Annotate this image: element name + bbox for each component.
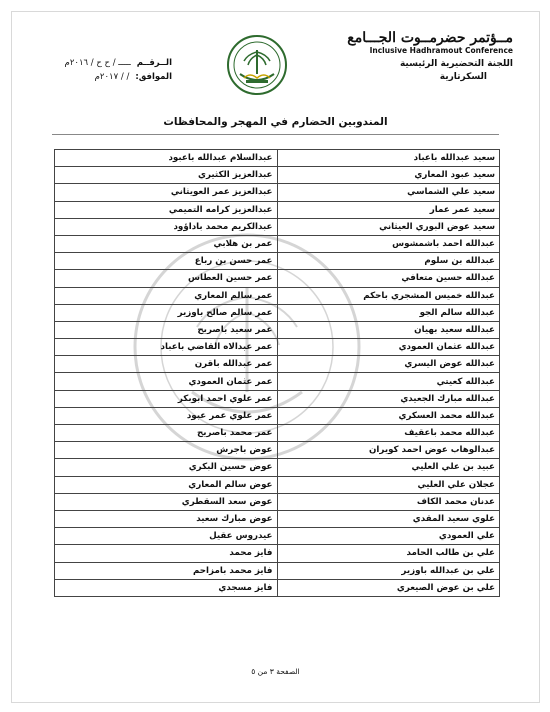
page-number: الصفحة ٣ من ٥ — [251, 667, 300, 676]
delegate-name-right: علي بن عوض الصيعري — [277, 579, 500, 596]
delegate-name-right: عبدالله كعيتي — [277, 373, 500, 390]
delegate-name-left: عمر علوي عمر عبود — [55, 407, 278, 424]
delegate-name-left: عمر حسن بن رباع — [55, 253, 278, 270]
table-row — [55, 459, 500, 476]
table-row — [55, 304, 500, 321]
delegate-name-right: عبدالله سالم الجو — [277, 304, 500, 321]
delegate-name-left: عمر محمد باصريح — [55, 425, 278, 442]
delegate-name-right: علي بن طالب الحامد — [277, 545, 500, 562]
table-row — [55, 270, 500, 287]
delegate-name-right: عبدالله محمد العسكري — [277, 407, 500, 424]
table-row — [55, 442, 500, 459]
delegate-name-left: عيدروس عقيل — [55, 528, 278, 545]
delegate-name-right: عبدالله احمد باشمشوس — [277, 235, 500, 252]
document-title: المندوبين الحضارم في المهجر والمحافظات — [163, 116, 388, 128]
date-label: الموافق: — [135, 72, 172, 82]
table-row — [55, 476, 500, 493]
delegate-name-left: فايز محمد بامزاحم — [55, 562, 278, 579]
table-row — [55, 218, 500, 235]
delegate-name-right: علي بن عبدالله باوزير — [277, 562, 500, 579]
delegate-name-left: عوض سالم المعاري — [55, 476, 278, 493]
table-row — [55, 339, 500, 356]
document-page — [11, 11, 540, 703]
delegate-name-right: عجلان علي العليي — [277, 476, 500, 493]
delegate-name-left: عمر علوي احمد ابوبكر — [55, 390, 278, 407]
table-row — [55, 253, 500, 270]
table-row — [55, 562, 500, 579]
delegate-name-left: عمر حسين العطاس — [55, 270, 278, 287]
delegates-table — [54, 149, 500, 597]
delegate-name-right: سعيد عبدالله باعباد — [277, 150, 500, 167]
delegate-name-right: عدنان محمد الكاف — [277, 493, 500, 510]
delegate-name-right: سعيد علي الشماسي — [277, 184, 500, 201]
table-row — [55, 493, 500, 510]
table-row — [55, 150, 500, 167]
committee-name: اللجنة التحضيرية الرئيسية — [399, 59, 513, 69]
delegate-name-left: عبدالعزيز كرامه التميمي — [55, 201, 278, 218]
org-name-english: Inclusive Hadhramout Conference — [369, 46, 513, 55]
delegate-name-left: عوض سعد السقطري — [55, 493, 278, 510]
delegate-name-left: عمر بن هلابي — [55, 235, 278, 252]
delegate-name-left: عمر سالم صالح باوزير — [55, 304, 278, 321]
delegate-name-right: سعيد عمر عمار — [277, 201, 500, 218]
ref-number-label: الــرقــم — [136, 58, 172, 68]
table-row — [55, 579, 500, 596]
delegate-name-right: عبدالله عوض اليسري — [277, 356, 500, 373]
table-row — [55, 545, 500, 562]
table-row — [55, 407, 500, 424]
delegate-name-right: عبدالله خميس المشجري باحكم — [277, 287, 500, 304]
delegate-name-left: عبدالعزيز عمر العويثاني — [55, 184, 278, 201]
delegate-name-right: عبيد بن علي العليي — [277, 459, 500, 476]
title-divider — [52, 134, 499, 135]
table-row — [55, 528, 500, 545]
table-row — [55, 287, 500, 304]
delegate-name-right: عبدالله محمد باعقيف — [277, 425, 500, 442]
conference-logo-icon — [226, 34, 288, 96]
delegate-name-left: عبدالسلام عبدالله باعبود — [55, 150, 278, 167]
table-row — [55, 390, 500, 407]
ref-number-value: ـــــ / ح ح / ٢٠١٦م — [64, 58, 131, 68]
delegate-name-left: عوض باجرش — [55, 442, 278, 459]
delegate-name-right: عبدالله عثمان العمودي — [277, 339, 500, 356]
table-row — [55, 184, 500, 201]
table-row — [55, 510, 500, 527]
table-row — [55, 321, 500, 338]
delegate-name-right: عبدالوهاب عوض احمد كويران — [277, 442, 500, 459]
org-name-arabic: مــؤتمر حضرمــوت الجـــامع — [347, 30, 513, 46]
delegate-name-right: عبدالله مبارك الجعيدي — [277, 390, 500, 407]
table-row — [55, 425, 500, 442]
delegate-name-right: سعيد عوض البوري العيثاني — [277, 218, 500, 235]
delegate-name-left: عوض مبارك سعيد — [55, 510, 278, 527]
delegate-name-left: عبدالكريم محمد باداؤود — [55, 218, 278, 235]
delegate-name-left: عمر عثمان العمودي — [55, 373, 278, 390]
delegate-name-right: علي العمودي — [277, 528, 500, 545]
organization-header — [333, 30, 513, 83]
delegate-name-right: علوي سعيد المقدي — [277, 510, 500, 527]
table-row — [55, 201, 500, 218]
table-row — [55, 373, 500, 390]
delegate-name-left: عمر سالم المعاري — [55, 287, 278, 304]
delegate-name-left: فايز مسجدي — [55, 579, 278, 596]
delegate-name-left: عمر عبدالله باقرن — [55, 356, 278, 373]
secretariat-name: السكرتارية — [439, 72, 487, 82]
delegate-name-right: سعيد عبود المعاري — [277, 167, 500, 184]
delegate-name-left: عوض حسين البكري — [55, 459, 278, 476]
delegate-name-left: عمر عبدالاه القاضي باعباد — [55, 339, 278, 356]
reference-block — [52, 56, 172, 84]
delegate-name-right: عبدالله سعيد بهيان — [277, 321, 500, 338]
table-row — [55, 167, 500, 184]
delegate-name-right: عبدالله حسين متعافي — [277, 270, 500, 287]
table-row — [55, 356, 500, 373]
delegate-name-left: عبدالعزيز الكثيري — [55, 167, 278, 184]
date-value: / / ٢٠١٧م — [94, 72, 130, 82]
delegate-name-left: فايز محمد — [55, 545, 278, 562]
delegate-name-left: عمر سعيد باصريح — [55, 321, 278, 338]
table-row — [55, 235, 500, 252]
delegate-name-right: عبدالله بن سلوم — [277, 253, 500, 270]
